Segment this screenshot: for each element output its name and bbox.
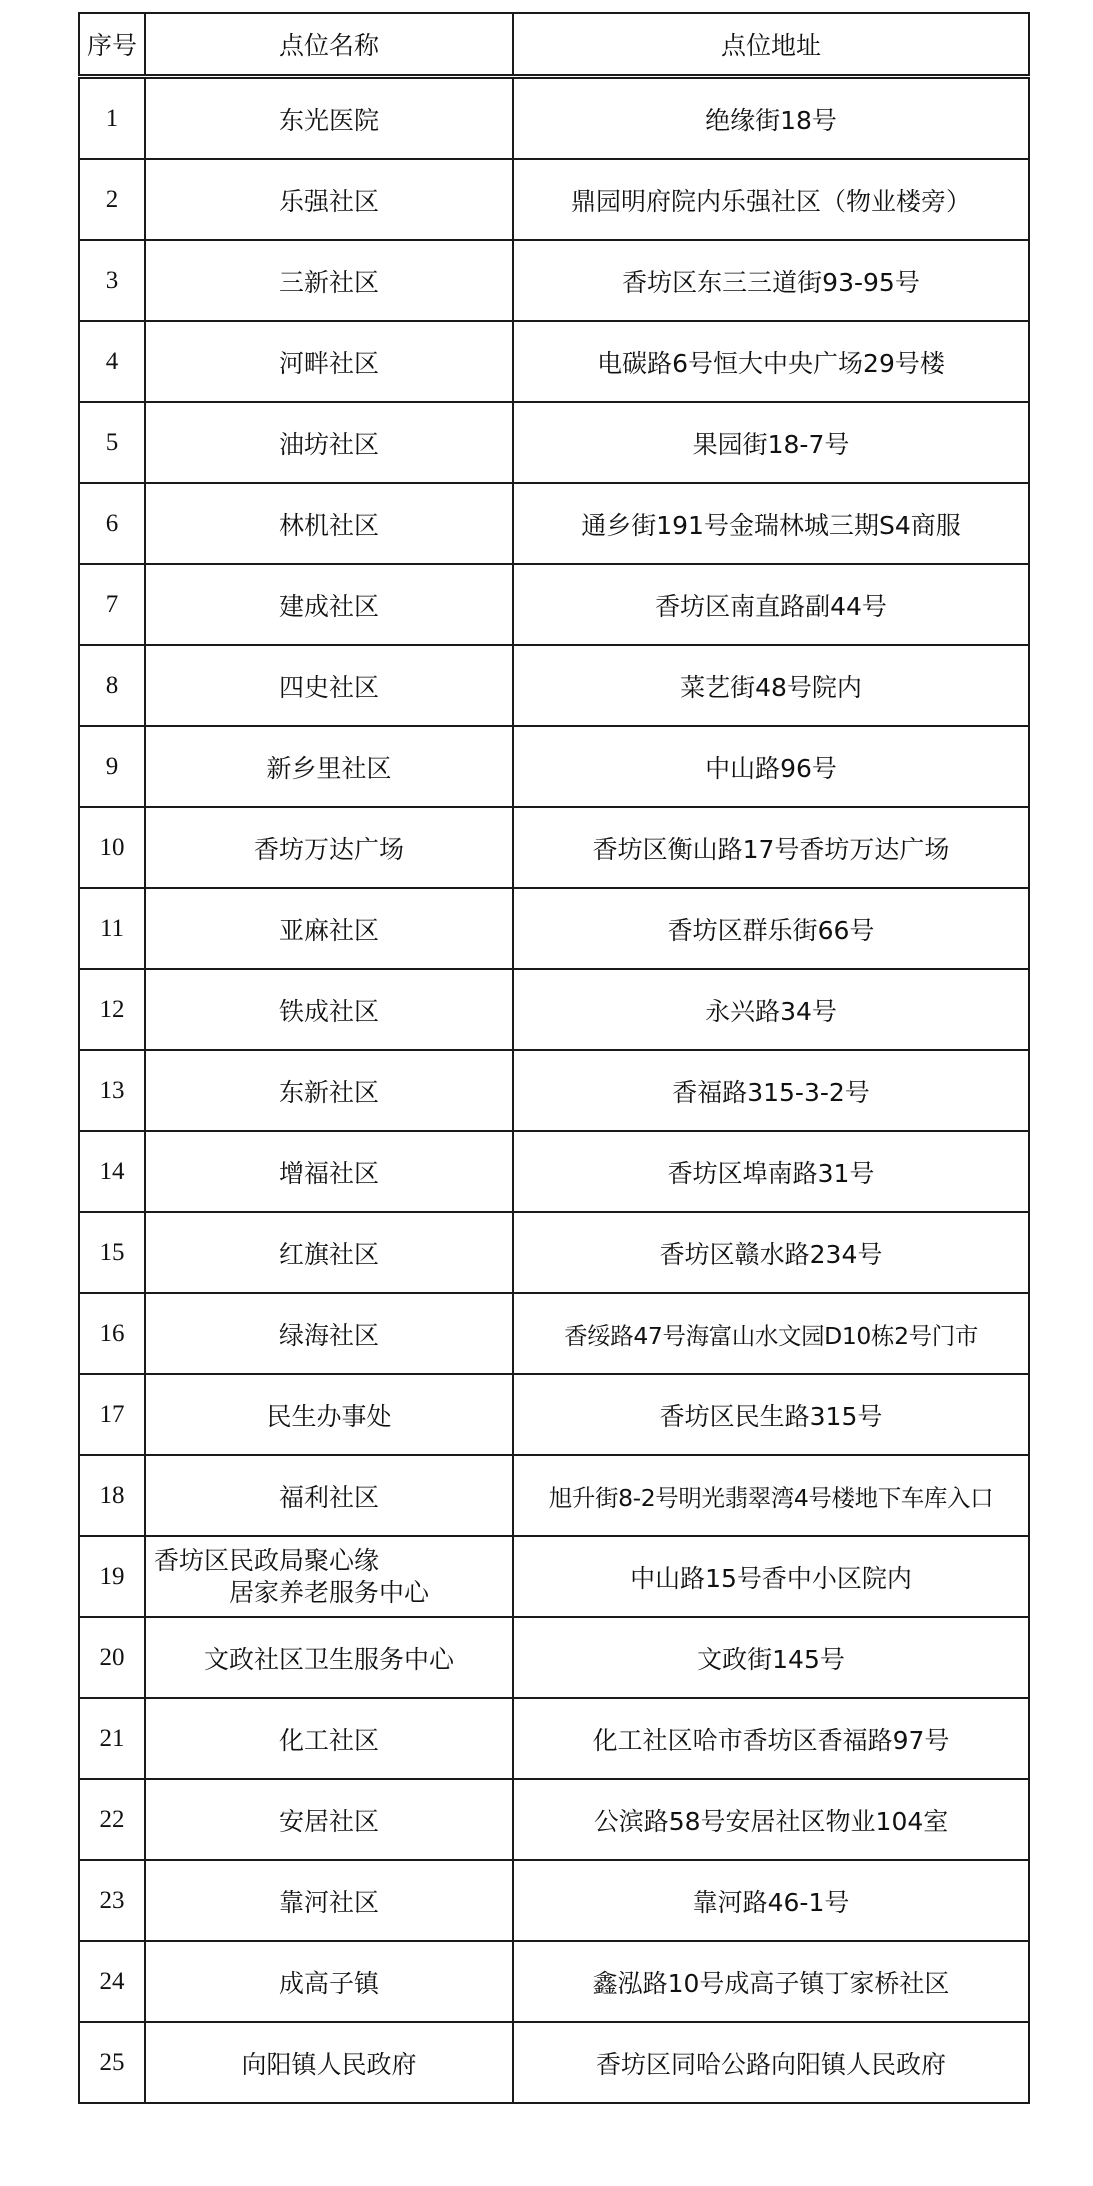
row-address: 公滨路58号安居社区物业104室: [513, 1779, 1029, 1860]
row-index: 18: [79, 1455, 145, 1536]
row-address: 文政街145号: [513, 1617, 1029, 1698]
row-name: 油坊社区: [145, 402, 513, 483]
row-address: 香坊区南直路副44号: [513, 564, 1029, 645]
row-index: 13: [79, 1050, 145, 1131]
row-name: 成高子镇: [145, 1941, 513, 2022]
table-row: [79, 1617, 1029, 1698]
row-name: 香坊万达广场: [145, 807, 513, 888]
row-index: 14: [79, 1131, 145, 1212]
row-index: 23: [79, 1860, 145, 1941]
row-name: 化工社区: [145, 1698, 513, 1779]
row-address: 旭升街8-2号明光翡翠湾4号楼地下车库入口: [513, 1455, 1029, 1536]
row-name: 福利社区: [145, 1455, 513, 1536]
row-address: 香坊区同哈公路向阳镇人民政府: [513, 2022, 1029, 2103]
row-address: 中山路15号香中小区院内: [513, 1536, 1029, 1617]
table-row: [79, 2022, 1029, 2103]
row-name: 亚麻社区: [145, 888, 513, 969]
row-index: 7: [79, 564, 145, 645]
table-row: [79, 77, 1029, 160]
row-address: 绝缘街18号: [513, 77, 1029, 160]
row-index: 1: [79, 77, 145, 160]
row-name: 河畔社区: [145, 321, 513, 402]
row-index: 15: [79, 1212, 145, 1293]
row-name: 靠河社区: [145, 1860, 513, 1941]
row-name: [145, 1536, 513, 1617]
row-index: 24: [79, 1941, 145, 2022]
row-name: 增福社区: [145, 1131, 513, 1212]
row-address: 通乡街191号金瑞林城三期S4商服: [513, 483, 1029, 564]
table-row: [79, 240, 1029, 321]
row-index: 20: [79, 1617, 145, 1698]
row-name-line1: 香坊区民政局聚心缘: [154, 1545, 380, 1575]
row-name: 新乡里社区: [145, 726, 513, 807]
row-index: 4: [79, 321, 145, 402]
row-index: 8: [79, 645, 145, 726]
row-name-line2: 居家养老服务中心: [228, 1577, 429, 1607]
row-index: 19: [79, 1536, 145, 1617]
row-address: 香坊区赣水路234号: [513, 1212, 1029, 1293]
row-name: 建成社区: [145, 564, 513, 645]
points-table-container: [78, 12, 1030, 2104]
table-row: [79, 1050, 1029, 1131]
row-address: 香坊区衡山路17号香坊万达广场: [513, 807, 1029, 888]
row-name: 绿海社区: [145, 1293, 513, 1374]
row-index: 12: [79, 969, 145, 1050]
row-index: 3: [79, 240, 145, 321]
table-row: [79, 1536, 1029, 1617]
row-index: 2: [79, 159, 145, 240]
row-index: 22: [79, 1779, 145, 1860]
row-address: 鑫泓路10号成高子镇丁家桥社区: [513, 1941, 1029, 2022]
row-name: 乐强社区: [145, 159, 513, 240]
row-index: 11: [79, 888, 145, 969]
row-address: 电碳路6号恒大中央广场29号楼: [513, 321, 1029, 402]
table-row: [79, 1455, 1029, 1536]
row-name: 东光医院: [145, 77, 513, 160]
row-address: 中山路96号: [513, 726, 1029, 807]
table-row: [79, 564, 1029, 645]
points-table: [78, 12, 1030, 2104]
row-name: 民生办事处: [145, 1374, 513, 1455]
row-name: 东新社区: [145, 1050, 513, 1131]
row-index: 16: [79, 1293, 145, 1374]
row-index: 17: [79, 1374, 145, 1455]
table-row: [79, 969, 1029, 1050]
row-address: 香福路315-3-2号: [513, 1050, 1029, 1131]
table-header-row: [79, 13, 1029, 77]
table-row: [79, 1779, 1029, 1860]
header-index: 序号: [79, 13, 145, 77]
row-index: 21: [79, 1698, 145, 1779]
table-row: [79, 321, 1029, 402]
row-address: 果园街18-7号: [513, 402, 1029, 483]
table-row: [79, 483, 1029, 564]
table-row: [79, 402, 1029, 483]
row-index: 10: [79, 807, 145, 888]
row-name: 文政社区卫生服务中心: [145, 1617, 513, 1698]
table-row: [79, 888, 1029, 969]
row-index: 6: [79, 483, 145, 564]
table-row: [79, 645, 1029, 726]
table-row: [79, 1212, 1029, 1293]
row-index: 9: [79, 726, 145, 807]
row-address: 香坊区民生路315号: [513, 1374, 1029, 1455]
row-address: 香坊区埠南路31号: [513, 1131, 1029, 1212]
row-name: 四史社区: [145, 645, 513, 726]
row-name: 安居社区: [145, 1779, 513, 1860]
row-index: 5: [79, 402, 145, 483]
row-address: 香绥路47号海富山水文园D10栋2号门市: [513, 1293, 1029, 1374]
row-address: 永兴路34号: [513, 969, 1029, 1050]
row-name: 林机社区: [145, 483, 513, 564]
header-name: 点位名称: [145, 13, 513, 77]
table-row: [79, 1860, 1029, 1941]
row-address: 鼎园明府院内乐强社区（物业楼旁）: [513, 159, 1029, 240]
row-address: 化工社区哈市香坊区香福路97号: [513, 1698, 1029, 1779]
table-row: [79, 1374, 1029, 1455]
row-address: 香坊区东三三道街93-95号: [513, 240, 1029, 321]
table-row: [79, 159, 1029, 240]
table-row: [79, 1293, 1029, 1374]
table-row: [79, 1941, 1029, 2022]
row-address: 香坊区群乐街66号: [513, 888, 1029, 969]
table-row: [79, 1698, 1029, 1779]
row-name: 三新社区: [145, 240, 513, 321]
table-row: [79, 807, 1029, 888]
header-address: 点位地址: [513, 13, 1029, 77]
row-name: 铁成社区: [145, 969, 513, 1050]
row-address: 靠河路46-1号: [513, 1860, 1029, 1941]
row-index: 25: [79, 2022, 145, 2103]
row-address: 菜艺街48号院内: [513, 645, 1029, 726]
row-name: 向阳镇人民政府: [145, 2022, 513, 2103]
table-row: [79, 1131, 1029, 1212]
table-row: [79, 726, 1029, 807]
row-name: 红旗社区: [145, 1212, 513, 1293]
